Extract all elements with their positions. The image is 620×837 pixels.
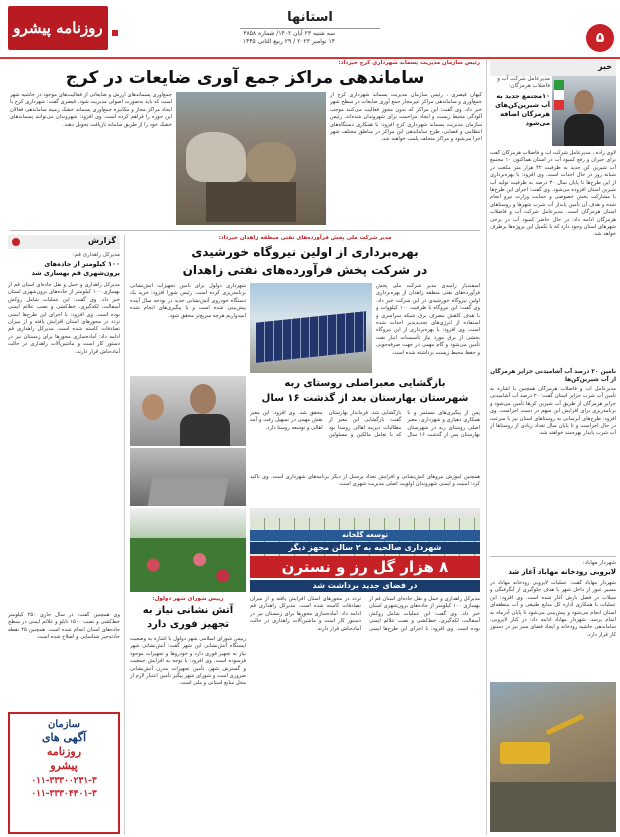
flag-icon <box>554 80 564 110</box>
report-headline: ۱۰۰ کیلومتر از جاده‌های برون‌شهری قم بهسازی شد <box>31 260 120 277</box>
lead-body-right: کیهان قیصری ، رئیس سازمان مدیریت پسماند شهرداری کرج از جمع‌آوری و ساماندهی مراکز غیرمجاز جمع آوری ضایعات در سطح شهر خبر داد. وی گفت: این مراکز که بدون مجوز فعالیت می‌کنند موجب آلودگی محیط زیست و ایجاد مزاحمت برای شهروندان شده‌اند. رئیس سازمان مدیریت پسماند شهرداری کرج افزود: با همکاری دستگاه‌های انتظامی و قضایی، طرح ساماندهی این مراکز در مناطق مختلف شهر اجرا می‌شود و مراکز متخلف پلمب خواهند شد. <box>330 92 482 143</box>
greenhouse-line-1: شهرداری صالحیه به ۲ سالن مجهز دیگر <box>250 542 480 554</box>
fire-body: رییس شورای اسلامی شهر دولول با اشاره به وضعیت ایستگاه آتش‌نشانی این شهر گفت: آتش‌نشانی شهر نیاز به تجهیز فوری دارد و خودروها و تجهیزات موجود فرسوده است. وی افزود: با توجه به افزایش جمعیت و گسترش شهر، تأمین تجهیزات مدرن آتش‌نشانی ضروری است و شورای شهر پیگیر تأمین اعتبار لازم از محل منابع استانی و ملی است. <box>130 636 246 687</box>
debris-shape <box>206 182 296 222</box>
greenhouse-line-2: ۸ هزار گل رز و نسترن <box>250 556 480 578</box>
lead-kicker: رئیس سازمان مدیریت پسماند شهرداری کرج خبرداد: <box>338 60 480 66</box>
road-shape <box>148 478 229 506</box>
news-label: خبر <box>597 62 612 71</box>
news-label-bar <box>490 60 616 76</box>
center-bottom-body: مدیرکل راهداری و حمل و نقل جاده‌ای استان قم از بهسازی ۱۰۰ کیلومتر از جاده‌های برون‌شهری استان خبر داد. وی گفت: این عملیات شامل روکش آسفالت، لکه‌گیری، خط‌کشی و نصب علائم ایمنی بوده است. وی افزود: با اجرای این طرح‌ها ایمنی تردد در محورهای استان افزایش یافته و از میزان تصادفات کاسته شده است. مدیرکل راهداری قم ادامه داد: آماده‌سازی محورها برای زمستان نیز در دستور کار است و ماشین‌آلات راهداری در حالت آماده‌باش قرار دارند. <box>250 596 480 632</box>
solar-photo <box>250 283 372 373</box>
sack-shape <box>186 132 246 182</box>
sack-shape <box>246 142 296 187</box>
divider <box>490 556 616 557</box>
report-kicker: مدیرکل راهداری قم: <box>72 252 120 258</box>
header-rule <box>0 57 620 59</box>
ad-line-3: روزنامه <box>46 745 82 758</box>
ad-line-4: پیشرو <box>50 759 78 772</box>
excavator-shape <box>500 742 550 764</box>
road-headline-2: شهرستان بهارستان بعد از گذشت ۱۶ سال <box>261 393 469 404</box>
suit-shape <box>180 414 230 446</box>
river-photo <box>490 682 616 832</box>
newspaper-logo: روزنامه پیشرو <box>8 6 108 50</box>
news-body-2: مدیرعامل آب و فاضلاب هرمزگان همچنین با اشاره به تأمین آب شرب جزایر استان گفت: ۲۰ درصد آب آشامیدنی جزایر هرمزگان از طریق آب شیرین کن‌ها تأمین می‌شود و برنامه‌ریزی برای افزایش این سهم در دست اجراست. وی افزود: طرح‌های آبرسانی به روستاهای استان نیز با سرعت در حال اجراست و تا پایان سال تعداد زیادی از روستاها از آب شرب پایدار بهره‌مند خواهند شد. <box>490 386 616 437</box>
solar-kicker: مدیر شرکت ملی پخش فرآورده‌های نفتی منطقه زاهدان خبرداد: <box>218 235 392 241</box>
lead-headline: ساماندهی مراکز جمع آوری ضایعات در کرج <box>65 68 425 88</box>
scrap-photo <box>176 92 326 225</box>
lead-body-left: جمع‌آوری پسماندهای ارزش و ضایعاتی از فعالیت‌های موجود در حاشیه شهر است که باید به‌صورت اصولی مدیریت شود. قیصری گفت: شهرداری کرج با ایجاد مراکز مجاز و مکانیزه جمع‌آوری پسماند خشک زمینه ساماندهی فعالان این حوزه را فراهم کرده است. وی افزود: شهروندان می‌توانند پسماندهای خشک خود را از طریق سامانه بازیافت تحویل دهند. <box>10 92 172 128</box>
solar-headline-2: در شرکت پخش فرآورده‌های نفتی زاهدان <box>182 263 428 277</box>
ad-phone-2[interactable]: ۰۱۱-۳۳۳۰۴۴۰۱-۳ <box>31 789 97 799</box>
flowers-photo <box>130 508 246 592</box>
second-kicker: شهردار مهاباد: <box>582 560 616 566</box>
bullet-icon <box>112 30 118 36</box>
excavator-arm <box>546 714 584 735</box>
face-shape <box>142 394 164 420</box>
fire-headline: آتش نشانی نیاز به تجهیز فوری دارد <box>142 605 234 630</box>
news-body: لاوی زاده ، مدیرعامل شرکت آب و فاضلاب هرمزگان گفت برای جبران و رفع کمبود آب در استان هماکنون ۱۰ مجتمع آب شیرین کن جدید به ظرفیت ۴۲ هزار متر مکعب در شبانه روز در حال احداث است. وی افزود: با بهره‌برداری از این طرح‌ها تا پایان سال ۳۰ درصد به ظرفیت تولید آب شیرین استان افزوده می‌شود. وی گفت: اجرای این طرح‌ها با مشارکت بخش خصوصی و حمایت وزارت نیرو انجام شده و هدف آن تأمین پایدار آب شرب شهرها و روستاهای استان هرمزگان است. مدیرعامل شرکت آب و فاضلاب هرمزگان ادامه داد: در حال حاضر کمبود آب در برخی شهرهای استان وجود دارد که با تکمیل این پروژه‌ها برطرف خواهد شد. <box>490 150 616 238</box>
date-issue: سه شنبه ۲۳ آبان ۱۴۰۲/ شماره ۳۸۵۸ <box>243 30 335 37</box>
solar-panels <box>256 311 366 363</box>
face-shape <box>190 384 216 414</box>
solar-headline-1: بهره‌برداری از اولین نیروگاه خورشیدی <box>191 245 419 259</box>
second-headline: لایروبی رودخانه مهاباد آغاز شد <box>508 568 616 576</box>
news-kicker: مدیرعامل شرکت آب و فاضلاب هرمزگان: <box>497 76 550 89</box>
face-shape <box>574 90 594 114</box>
column-divider <box>486 60 487 835</box>
ad-line-1: سازمان <box>47 719 80 730</box>
ad-phone-1[interactable]: ۰۱۱-۳۳۳۰۰۲۳۱-۳ <box>31 776 97 786</box>
divider <box>10 230 480 231</box>
ad-line-2: آگهی های <box>41 731 87 744</box>
divider <box>240 28 380 29</box>
news-caption-box <box>490 76 550 132</box>
page-number: ۵ <box>586 24 614 52</box>
report-label: گزارش <box>87 236 116 245</box>
second-body: شهردار مهاباد گفت: عملیات لایروبی رودخانه مهاباد در مسیر عبور از داخل شهر با هدف جلوگیری از آبگرفتگی و سیلاب در فصل بارش آغاز شده است. وی افزود: این عملیات با همکاری اداره کل منابع طبیعی و آب منطقه‌ای استان انجام می‌شود و پیش‌بینی می‌شود تا پایان آذرماه به اتمام برسد. شهردار مهاباد ادامه داد: در کنار لایروبی، ساماندهی حاشیه رودخانه و ایجاد فضای سبز نیز در دستور کار قرار دارد. <box>490 580 616 638</box>
news-headline: ۱۰مجتمع جدید به آب شیرین‌کن‌های هرمزگان اضافه می‌شود <box>495 92 550 127</box>
suit-shape <box>564 114 604 146</box>
section-title: استانها <box>287 10 333 25</box>
solar-body-2: شهرداری دولول برای تأمین تجهیزات آتش‌نشانی برنامه‌ریزی کرده است. رئیس شورا افزود: خرید یک دستگاه خودروی آتش‌نشانی جدید در بودجه سال آینده پیش‌بینی شده است و با پیگیری‌های انجام شده امیدواریم هرچه سریع‌تر محقق شود. <box>130 283 246 319</box>
solar-body: اسفندیار رامبدی مدیر شرکت ملی پخش فرآورده‌های نفتی منطقه زاهدان از بهره‌برداری اولین نیروگاه خورشیدی در این شرکت خبر داد. وی گفت: این نیروگاه با ظرفیت ۱۰۰ کیلووات و با هدف کاهش مصرف برق شبکه سراسری و استفاده از انرژی‌های تجدیدپذیر احداث شده است. وی افزود: با بهره‌برداری از این نیروگاه بخشی از برق مورد نیاز تأسیسات انبار نفت تأمین می‌شود و گام مهمی در جهت صرفه‌جویی و حفظ محیط زیست برداشته شده است. <box>376 283 480 356</box>
column-divider <box>124 235 125 835</box>
portrait-pair-photo <box>130 376 246 446</box>
road-body-2: همچنین آموزش نیروهای آتش‌نشانی و افزایش تعداد پرسنل از دیگر برنامه‌های شهرداری است. وی تأکید کرد: امنیت و ایمنی شهروندان اولویت اصلی مدیریت شهری است. <box>250 474 480 488</box>
report-dot-icon <box>12 238 20 246</box>
date-gregorian: ۱۴ نوامبر ۲۰۲۳ / ۲۹ ربیع الثانی ۱۴۴۵ <box>242 38 335 45</box>
greenhouse-line-3: در فضای جدید برداشت شد <box>250 580 480 592</box>
fire-kicker: رییس شورای شهر دولول: <box>152 596 224 602</box>
portrait-photo <box>552 76 616 146</box>
riverbed <box>490 782 616 832</box>
news-subhead: نامین ۲۰ درصد آب آشامیدنی جزایر هرمزگان از آب شیرین‌کن‌ها <box>490 369 616 383</box>
greenhouse-kicker: توسعه گلخانه <box>250 530 480 541</box>
date-line <box>185 30 335 46</box>
road-photo <box>130 448 246 506</box>
rose-field <box>130 538 246 592</box>
masthead <box>0 0 620 58</box>
road-body: پس از پیگیری‌های مستمر و با همکاری دهیاری و شهرداری، معبر اصلی روستای ربه در شهرستان بهارستان پس از گذشت ۱۶ سال بازگشایی شد. فرماندار بهارستان گفت: بازگشایی این معبر از مطالبات دیرینه اهالی روستا بود که با تعامل مالکین و مسئولین محقق شد. وی افزود: این معبر نقش مهمی در تسهیل رفت و آمد اهالی و توسعه روستا دارد. <box>250 410 480 439</box>
report-label-bar <box>8 235 120 249</box>
ad-box <box>8 712 120 834</box>
report-body: مدیرکل راهداری و حمل و نقل جاده‌ای استان قم از بهسازی ۱۰۰ کیلومتر از جاده‌های برون‌شهری استان خبر داد. وی گفت: این عملیات شامل روکش آسفالت، لکه‌گیری، خط‌کشی و نصب علائم ایمنی بوده است. وی افزود: با اجرای این طرح‌ها ایمنی تردد در محورهای استان افزایش یافته و از میزان تصادفات کاسته شده است. مدیرکل راهداری قم ادامه داد: آماده‌سازی محورها برای زمستان نیز در دستور کار است و ماشین‌آلات راهداری در حالت آماده‌باش قرار دارند. <box>8 282 120 355</box>
report-body-2: وی همچنین گفت: در سال جاری ۲۵۰ کیلومتر خط‌کشی و نصب ۱۵۰۰ تابلو و علائم ایمنی در سطح جاده‌های استان انجام شده است. همچنین ۴۵ نقطه حادثه‌خیز شناسایی و اصلاح شده است. <box>8 612 120 641</box>
road-headline-1: بازگشایی معبراصلی روستای ربه <box>284 378 446 389</box>
